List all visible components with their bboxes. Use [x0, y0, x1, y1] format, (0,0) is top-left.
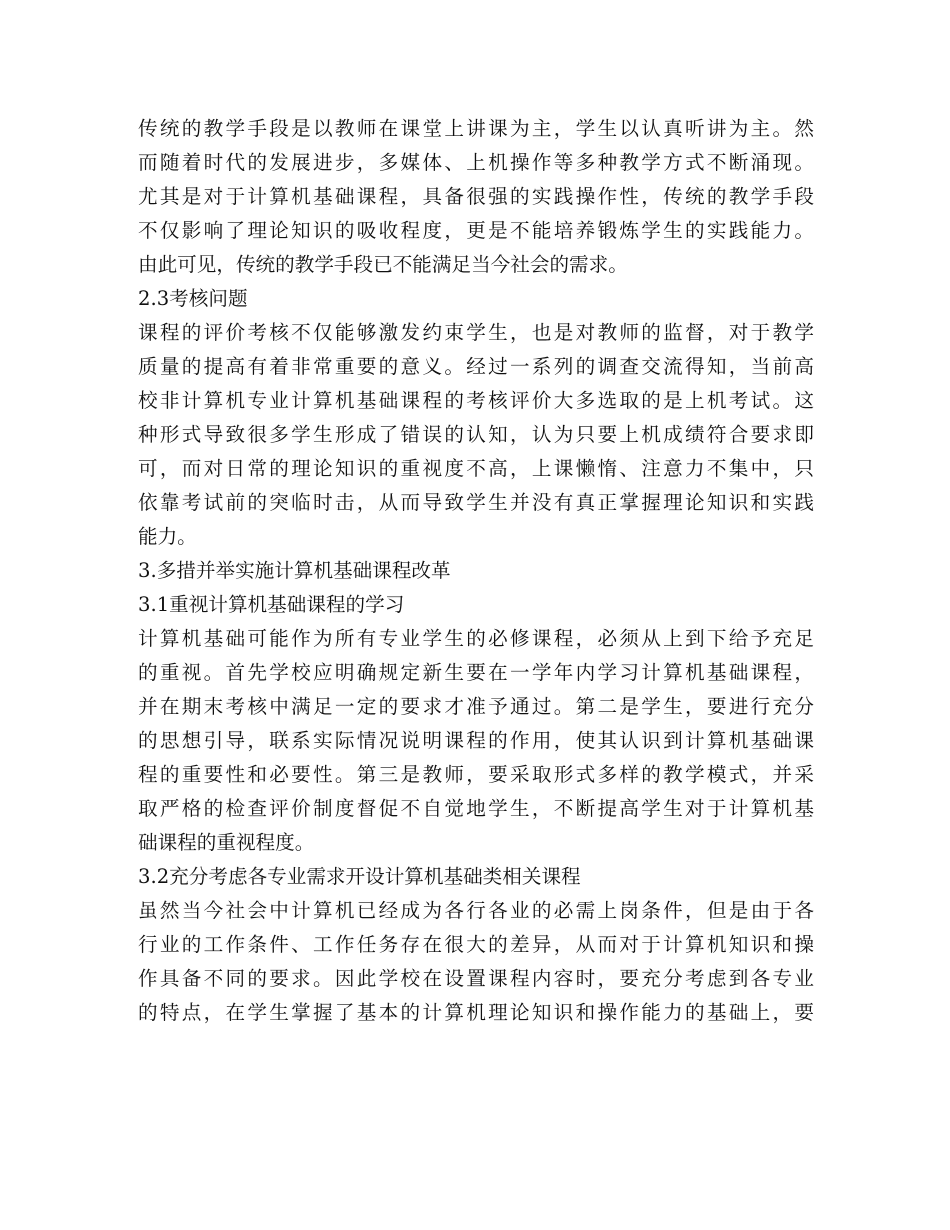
text-line: 虽然当今社会中计算机已经成为各行各业的必需上岗条件，但是由于各 [138, 899, 814, 922]
section-heading: 3.1重视计算机基础课程的学习 [138, 593, 405, 616]
text-line: 的思想引导，联系实际情况说明课程的作用，使其认识到计算机基础课 [138, 729, 814, 752]
text-line: 计算机基础可能作为所有专业学生的必修课程，必须从上到下给予充足 [138, 627, 814, 650]
section-heading: 3.2充分考虑各专业需求开设计算机基础类相关课程 [138, 865, 581, 888]
text-line: 程的重要性和必要性。第三是教师，要采取形式多样的教学模式，并采 [138, 763, 814, 786]
text-line: 能力。 [138, 525, 197, 548]
text-line: 并在期末考核中满足一定的要求才准予通过。第二是学生，要进行充分 [138, 695, 814, 718]
text-line: 质量的提高有着非常重要的意义。经过一系列的调查交流得知，当前高 [138, 355, 814, 378]
text-line: 取严格的检查评价制度督促不自觉地学生，不断提高学生对于计算机基 [138, 797, 814, 820]
text-line: 的特点，在学生掌握了基本的计算机理论知识和操作能力的基础上，要 [138, 1001, 814, 1024]
text-line: 不仅影响了理论知识的吸收程度，更是不能培养锻炼学生的实践能力。 [138, 219, 814, 242]
text-line: 种形式导致很多学生形成了错误的认知，认为只要上机成绩符合要求即 [138, 423, 814, 446]
text-line: 行业的工作条件、工作任务存在很大的差异，从而对于计算机知识和操 [138, 933, 814, 956]
text-line: 课程的评价考核不仅能够激发约束学生，也是对教师的监督，对于教学 [138, 321, 814, 344]
text-line: 可，而对日常的理论知识的重视度不高，上课懒惰、注意力不集中，只 [138, 457, 814, 480]
text-line: 础课程的重视程度。 [138, 831, 315, 854]
text-line: 依靠考试前的突临时击，从而导致学生并没有真正掌握理论知识和实践 [138, 491, 814, 514]
text-line: 由此可见，传统的教学手段已不能满足当今社会的需求。 [138, 253, 628, 276]
text-line: 尤其是对于计算机基础课程，具备很强的实践操作性，传统的教学手段 [138, 185, 814, 208]
text-line: 而随着时代的发展进步，多媒体、上机操作等多种教学方式不断涌现。 [138, 151, 814, 174]
text-line: 作具备不同的要求。因此学校在设置课程内容时，要充分考虑到各专业 [138, 967, 814, 990]
text-line: 的重视。首先学校应明确规定新生要在一学年内学习计算机基础课程， [138, 661, 814, 684]
document-page [138, 112, 814, 1030]
text-line: 校非计算机专业计算机基础课程的考核评价大多选取的是上机考试。这 [138, 389, 814, 412]
text-line: 传统的教学手段是以教师在课堂上讲课为主，学生以认真听讲为主。然 [138, 117, 814, 140]
section-heading: 3.多措并举实施计算机基础课程改革 [138, 559, 451, 582]
section-heading: 2.3考核问题 [138, 287, 248, 310]
